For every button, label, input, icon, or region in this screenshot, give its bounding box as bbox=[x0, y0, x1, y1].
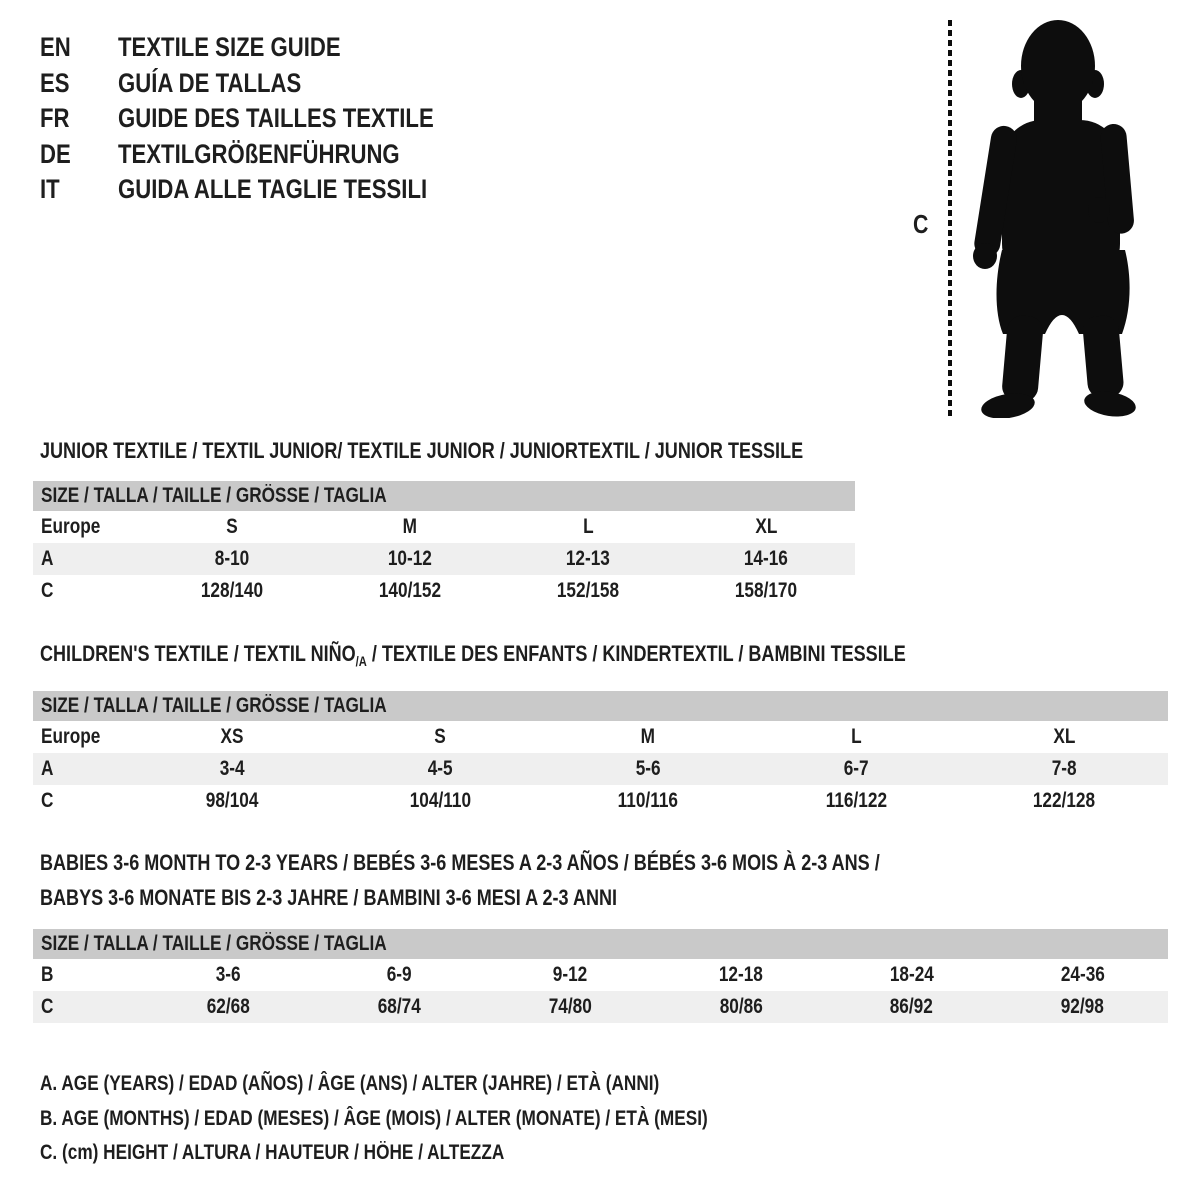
table-row-junior-europe bbox=[33, 511, 855, 543]
lang-title: TEXTILE SIZE GUIDE bbox=[118, 32, 341, 63]
height-measure-label: C bbox=[913, 209, 929, 239]
table-cell: 62/68 bbox=[206, 995, 250, 1018]
table-cell: 140/152 bbox=[378, 579, 442, 602]
lang-code: DE bbox=[40, 138, 71, 169]
lang-title: GUIDA ALLE TAGLIE TESSILI bbox=[118, 174, 428, 205]
table-cell: 68/74 bbox=[377, 995, 421, 1018]
footnote-c: C. (cm) HEIGHT / ALTURA / HAUTEUR / HÖHE / ALTEZZA bbox=[40, 1141, 505, 1164]
table-cell: 80/86 bbox=[719, 995, 763, 1018]
table-cell: 128/140 bbox=[200, 579, 264, 602]
row-label: A bbox=[41, 757, 54, 780]
table-cell: M bbox=[402, 515, 418, 538]
section-title-junior: JUNIOR TEXTILE / TEXTIL JUNIOR/ TEXTILE JUNIOR / JUNIORTEXTIL / JUNIOR TESSILE bbox=[40, 438, 804, 463]
table-cell: 18-24 bbox=[889, 963, 934, 986]
table-cell: 8-10 bbox=[214, 547, 250, 570]
table-row-children-a bbox=[33, 753, 1168, 785]
size-table-header-babies: SIZE / TALLA / TAILLE / GRÖSSE / TAGLIA bbox=[33, 929, 1168, 959]
table-cell: 5-6 bbox=[635, 757, 661, 780]
height-measure-dashed-line bbox=[948, 20, 952, 416]
footnote-a: A. AGE (YEARS) / EDAD (AÑOS) / ÂGE (ANS) / ALTER (JAHRE) / ETÀ (ANNI) bbox=[40, 1072, 660, 1095]
table-cell: XL bbox=[754, 515, 778, 538]
table-cell: 9-12 bbox=[552, 963, 588, 986]
footnote-b: B. AGE (MONTHS) / EDAD (MESES) / ÂGE (MOIS) / ALTER (MONATE) / ETÀ (MESI) bbox=[40, 1106, 708, 1130]
table-cell: 98/104 bbox=[205, 789, 259, 812]
lang-row-it bbox=[40, 172, 503, 208]
row-label: C bbox=[41, 995, 54, 1018]
table-cell: 6-9 bbox=[386, 963, 412, 986]
table-cell: M bbox=[640, 725, 656, 748]
table-cell: 86/92 bbox=[890, 995, 934, 1018]
row-label: C bbox=[41, 579, 54, 602]
table-cell: 104/110 bbox=[409, 789, 471, 812]
table-cell: S bbox=[226, 515, 238, 538]
lang-row-de bbox=[40, 137, 503, 173]
table-row-children-europe bbox=[33, 721, 1168, 753]
table-row-children-c bbox=[33, 785, 1168, 817]
table-cell: 92/98 bbox=[1060, 995, 1105, 1018]
footnotes bbox=[40, 1072, 854, 1176]
table-cell: L bbox=[582, 515, 594, 538]
lang-code: IT bbox=[40, 174, 60, 205]
row-label: Europe bbox=[41, 515, 101, 538]
section-title-babies-line2: BABYS 3-6 MONATE BIS 2-3 JAHRE / BAMBINI 3-6 MESI A 2-3 ANNI bbox=[40, 885, 618, 910]
table-cell: XL bbox=[1052, 725, 1076, 748]
table-row-junior-a bbox=[33, 543, 855, 575]
section-title-children: CHILDREN'S TEXTILE / TEXTIL $NIÑO_{/A}$ / TEXTILE DES ENFANTS / KINDERTEXTIL / BAMBINI TESSILE bbox=[40, 641, 906, 669]
table-cell: 6-7 bbox=[843, 757, 869, 780]
size-table-junior bbox=[33, 481, 855, 607]
section-title-babies-line1: BABIES 3-6 MONTH TO 2-3 YEARS / BEBÉS 3-6 MESES A 2-3 AÑOS / BÉBÉS 3-6 MOIS À 2-3 ANS / bbox=[40, 850, 880, 875]
table-cell: 3-4 bbox=[219, 757, 245, 780]
lang-code: ES bbox=[40, 67, 70, 98]
row-label: B bbox=[41, 963, 54, 986]
lang-code: EN bbox=[40, 32, 71, 63]
size-table-babies bbox=[33, 929, 1168, 1023]
toddler-silhouette-image bbox=[972, 18, 1142, 418]
lang-title: TEXTILGRÖßENFÜHRUNG bbox=[118, 138, 400, 169]
table-cell: 4-5 bbox=[427, 757, 453, 780]
lang-row-en bbox=[40, 30, 503, 66]
table-row-babies-b bbox=[33, 959, 1168, 991]
table-cell: 110/116 bbox=[617, 789, 679, 812]
table-cell: 3-6 bbox=[215, 963, 241, 986]
size-table-header-junior: SIZE / TALLA / TAILLE / GRÖSSE / TAGLIA bbox=[33, 481, 855, 511]
table-cell: 7-8 bbox=[1051, 757, 1077, 780]
table-cell: L bbox=[850, 725, 862, 748]
lang-title: GUIDE DES TAILLES TEXTILE bbox=[118, 103, 434, 134]
table-row-babies-c bbox=[33, 991, 1168, 1023]
language-title-block bbox=[40, 30, 503, 208]
size-table-header-children: SIZE / TALLA / TAILLE / GRÖSSE / TAGLIA bbox=[33, 691, 1168, 721]
table-cell: 10-12 bbox=[387, 547, 433, 570]
size-table-children bbox=[33, 691, 1168, 817]
lang-code: FR bbox=[40, 103, 70, 134]
table-cell: 12-18 bbox=[718, 963, 763, 986]
table-cell: 116/122 bbox=[825, 789, 887, 812]
table-cell: 158/170 bbox=[734, 579, 798, 602]
lang-title: GUÍA DE TALLAS bbox=[118, 67, 302, 98]
table-cell: XS bbox=[220, 725, 244, 748]
table-cell: 12-13 bbox=[565, 547, 611, 570]
row-label: C bbox=[41, 789, 54, 812]
table-cell: 152/158 bbox=[556, 579, 620, 602]
row-label: Europe bbox=[41, 725, 101, 748]
lang-row-fr bbox=[40, 101, 503, 137]
table-cell: 122/128 bbox=[1032, 789, 1096, 812]
table-row-junior-c bbox=[33, 575, 855, 607]
table-cell: 14-16 bbox=[743, 547, 789, 570]
lang-row-es bbox=[40, 66, 503, 102]
table-cell: S bbox=[434, 725, 446, 748]
row-label: A bbox=[41, 547, 54, 570]
table-cell: 24-36 bbox=[1060, 963, 1105, 986]
table-cell: 74/80 bbox=[548, 995, 592, 1018]
